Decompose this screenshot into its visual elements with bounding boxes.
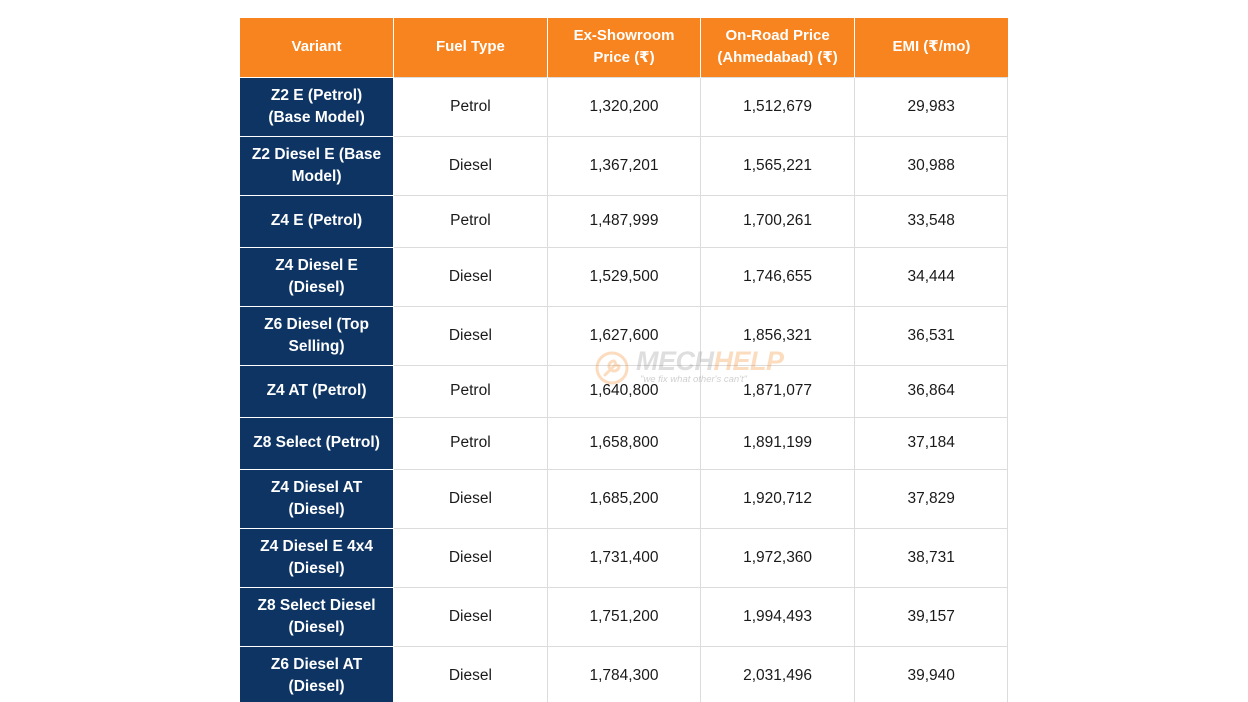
table-row [240, 365, 1008, 417]
variant-cell: Z8 Select Diesel (Diesel) [240, 587, 394, 646]
watermark-brand-part2: HELP [713, 346, 784, 376]
on-road-price-cell: 1,512,679 [701, 77, 855, 136]
table-row [240, 469, 1008, 528]
ex-showroom-price-cell: 1,751,200 [547, 587, 701, 646]
variant-cell: Z4 AT (Petrol) [240, 365, 394, 417]
header-ex-showroom-price: Ex-Showroom Price (₹) [547, 18, 701, 77]
header-on-road-price: On-Road Price (Ahmedabad) (₹) [701, 18, 855, 77]
table-row [240, 306, 1008, 365]
table-row [240, 646, 1008, 702]
fuel-type-cell: Diesel [394, 136, 548, 195]
on-road-price-cell: 2,031,496 [701, 646, 855, 702]
ex-showroom-price-cell: 1,640,800 [547, 365, 701, 417]
emi-cell: 29,983 [854, 77, 1008, 136]
on-road-price-cell: 1,746,655 [701, 247, 855, 306]
ex-showroom-price-cell: 1,685,200 [547, 469, 701, 528]
variant-cell: Z4 Diesel E (Diesel) [240, 247, 394, 306]
variant-cell: Z8 Select (Petrol) [240, 417, 394, 469]
fuel-type-cell: Diesel [394, 469, 548, 528]
watermark-tagline: "we fix what other's can't" [640, 374, 748, 385]
header-variant: Variant [240, 18, 394, 77]
variant-cell: Z4 E (Petrol) [240, 195, 394, 247]
ex-showroom-price-cell: 1,320,200 [547, 77, 701, 136]
ex-showroom-price-cell: 1,731,400 [547, 528, 701, 587]
on-road-price-cell: 1,891,199 [701, 417, 855, 469]
on-road-price-cell: 1,856,321 [701, 306, 855, 365]
on-road-price-cell: 1,994,493 [701, 587, 855, 646]
header-emi: EMI (₹/mo) [854, 18, 1008, 77]
ex-showroom-price-cell: 1,529,500 [547, 247, 701, 306]
emi-cell: 39,157 [854, 587, 1008, 646]
fuel-type-cell: Diesel [394, 247, 548, 306]
emi-cell: 36,531 [854, 306, 1008, 365]
emi-cell: 37,829 [854, 469, 1008, 528]
emi-cell: 37,184 [854, 417, 1008, 469]
table-row [240, 587, 1008, 646]
table-row [240, 136, 1008, 195]
fuel-type-cell: Petrol [394, 195, 548, 247]
table-row [240, 528, 1008, 587]
price-table [240, 18, 1008, 702]
emi-cell: 36,864 [854, 365, 1008, 417]
table-row [240, 195, 1008, 247]
variant-cell: Z2 E (Petrol) (Base Model) [240, 77, 394, 136]
ex-showroom-price-cell: 1,627,600 [547, 306, 701, 365]
fuel-type-cell: Petrol [394, 417, 548, 469]
watermark-brand-part1: MECH [636, 346, 714, 376]
fuel-type-cell: Petrol [394, 77, 548, 136]
emi-cell: 34,444 [854, 247, 1008, 306]
on-road-price-cell: 1,700,261 [701, 195, 855, 247]
fuel-type-cell: Diesel [394, 306, 548, 365]
on-road-price-cell: 1,565,221 [701, 136, 855, 195]
variant-cell: Z6 Diesel (Top Selling) [240, 306, 394, 365]
variant-cell: Z4 Diesel E 4x4 (Diesel) [240, 528, 394, 587]
table-row [240, 77, 1008, 136]
table-row [240, 247, 1008, 306]
ex-showroom-price-cell: 1,487,999 [547, 195, 701, 247]
on-road-price-cell: 1,972,360 [701, 528, 855, 587]
header-fuel-type: Fuel Type [394, 18, 548, 77]
emi-cell: 30,988 [854, 136, 1008, 195]
ex-showroom-price-cell: 1,658,800 [547, 417, 701, 469]
fuel-type-cell: Diesel [394, 587, 548, 646]
emi-cell: 33,548 [854, 195, 1008, 247]
variant-cell: Z4 Diesel AT (Diesel) [240, 469, 394, 528]
on-road-price-cell: 1,871,077 [701, 365, 855, 417]
emi-cell: 38,731 [854, 528, 1008, 587]
fuel-type-cell: Diesel [394, 646, 548, 702]
emi-cell: 39,940 [854, 646, 1008, 702]
fuel-type-cell: Petrol [394, 365, 548, 417]
variant-cell: Z6 Diesel AT (Diesel) [240, 646, 394, 702]
variant-cell: Z2 Diesel E (Base Model) [240, 136, 394, 195]
table-header-row [240, 18, 1008, 77]
on-road-price-cell: 1,920,712 [701, 469, 855, 528]
table-row [240, 417, 1008, 469]
ex-showroom-price-cell: 1,367,201 [547, 136, 701, 195]
fuel-type-cell: Diesel [394, 528, 548, 587]
ex-showroom-price-cell: 1,784,300 [547, 646, 701, 702]
